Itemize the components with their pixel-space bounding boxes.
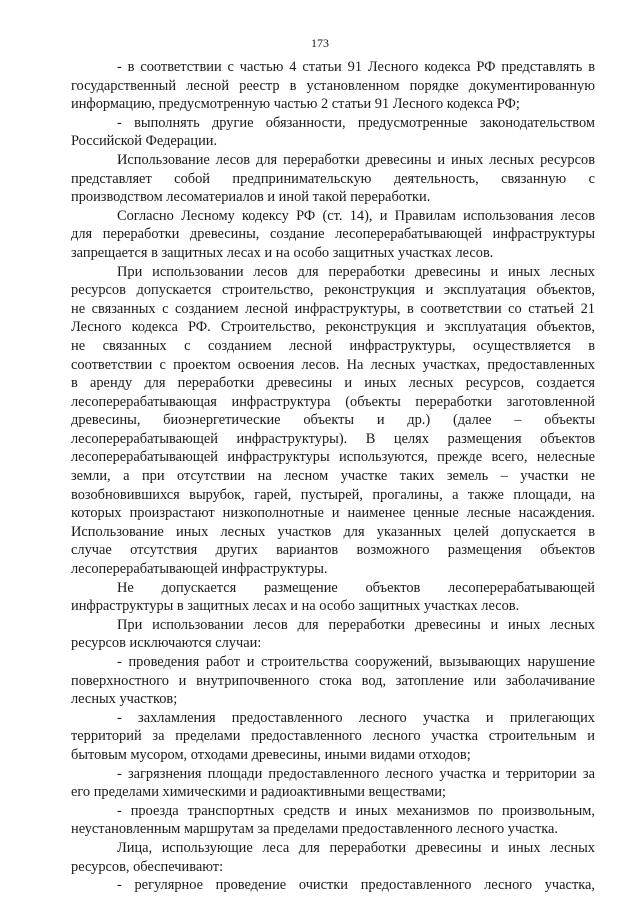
text-line: Российской Федерации.	[71, 133, 218, 150]
text-line: ресурсов исключаются случаи:	[71, 635, 262, 652]
text-line: При использовании лесов для переработки древесины и иных лесных	[117, 616, 595, 633]
text-line: лесоперерабатывающей инфраструктуры используются, прежде всего, нелесные	[71, 449, 595, 466]
text-line: лесоперерабатывающей инфраструктуры.	[71, 561, 328, 578]
text-line: лесоперерабатывающей инфраструктуры). В целях размещения объектов	[71, 430, 595, 447]
text-line: не связанных с созданием лесной инфраструктуры, осуществляется в	[71, 337, 595, 354]
text-line: информацию, предусмотренную частью 2 статьи 91 Лесного кодекса РФ;	[71, 96, 520, 113]
text-line: - регулярное проведение очистки предоставленного лесного участка,	[117, 877, 595, 894]
text-line: - выполнять другие обязанности, предусмотренные законодательством	[117, 114, 595, 131]
text-line: возобновившихся вырубок, гарей, пустырей, прогалины, а также площади, на	[71, 486, 595, 503]
text-line: представляет собой предпринимательскую деятельность, связанную с	[71, 170, 595, 187]
text-line: неустановленным маршрутам за пределами предоставленного лесного участка.	[71, 821, 559, 838]
text-line: территорий за пределами предоставленного лесного участка строительным и	[71, 728, 595, 745]
text-line: запрещается в защитных лесах и на особо защитных участках лесов.	[71, 244, 494, 261]
text-line: древесины, биоэнергетические объекты и др.) (далее – объекты	[71, 412, 595, 429]
text-line: Использование лесов для переработки древесины и иных лесных ресурсов	[117, 151, 595, 168]
document-body	[71, 58, 595, 895]
text-line: инфраструктуры в защитных лесах и на особо защитных участках лесов.	[71, 598, 520, 615]
text-line: бытовым мусором, отходами древесины, иными видами отходов;	[71, 746, 471, 763]
text-line: Лица, использующие леса для переработки древесины и иных лесных	[117, 839, 595, 856]
text-line: - захламления предоставленного лесного участка и прилегающих	[117, 709, 595, 726]
text-line: Согласно Лесному кодексу РФ (ст. 14), и Правилам использования лесов	[117, 207, 595, 224]
text-line: лесоперерабатывающая инфраструктура (объекты переработки заготовленной	[71, 393, 595, 410]
text-line: Использование иных лесных участков для указанных целей допускается в	[71, 523, 595, 540]
text-line: его пределами химическими и радиоактивными веществами;	[71, 784, 446, 801]
text-line: земли, а при отсутствии на лесном участке таких земель – участки не	[71, 468, 595, 485]
text-line: государственный лесной реестр в установленном порядке документированную	[71, 77, 595, 94]
text-line: Лесного кодекса РФ. Строительство, реконструкция и эксплуатация объектов,	[71, 319, 595, 336]
text-line: производством лесоматериалов и иной такой переработки.	[71, 189, 431, 206]
text-line: При использовании лесов для переработки древесины и иных лесных	[117, 263, 595, 280]
text-line: - проведения работ и строительства сооружений, вызывающих нарушение	[117, 654, 595, 670]
text-line: в аренду для переработки древесины и иных лесных ресурсов, создается	[71, 375, 595, 392]
text-line: Не допускается размещение объектов лесоперерабатывающей	[117, 579, 595, 596]
text-line: - в соответствии с частью 4 статьи 91 Лесного кодекса РФ представлять в	[117, 59, 595, 75]
page-number: 173	[311, 36, 329, 50]
text-line: - проезда транспортных средств и иных механизмов по произвольным,	[117, 802, 595, 819]
text-line: которых произрастают низкополнотные и наименее ценные лесные насаждения.	[71, 505, 595, 522]
text-line: для переработки древесины, создание лесоперерабатывающей инфраструктуры	[71, 226, 595, 243]
text-line: ресурсов, обеспечивают:	[71, 858, 224, 875]
text-line: ресурсов допускается строительство, реконструкция и эксплуатация объектов,	[71, 282, 595, 299]
text-line: случае отсутствия других вариантов возможного размещения объектов	[71, 542, 595, 559]
text-line: поверхностного и внутрипочвенного стока вод, затопление или заболачивание	[71, 672, 595, 689]
text-line: - загрязнения площади предоставленного лесного участка и территории за	[117, 765, 595, 782]
text-line: лесных участков;	[71, 691, 178, 708]
text-line: соответствии с проектом освоения лесов. На лесных участках, предоставленных	[71, 356, 595, 373]
text-line: не связанных с созданием лесной инфраструктуры, в соответствии со статьей 21	[71, 300, 595, 317]
